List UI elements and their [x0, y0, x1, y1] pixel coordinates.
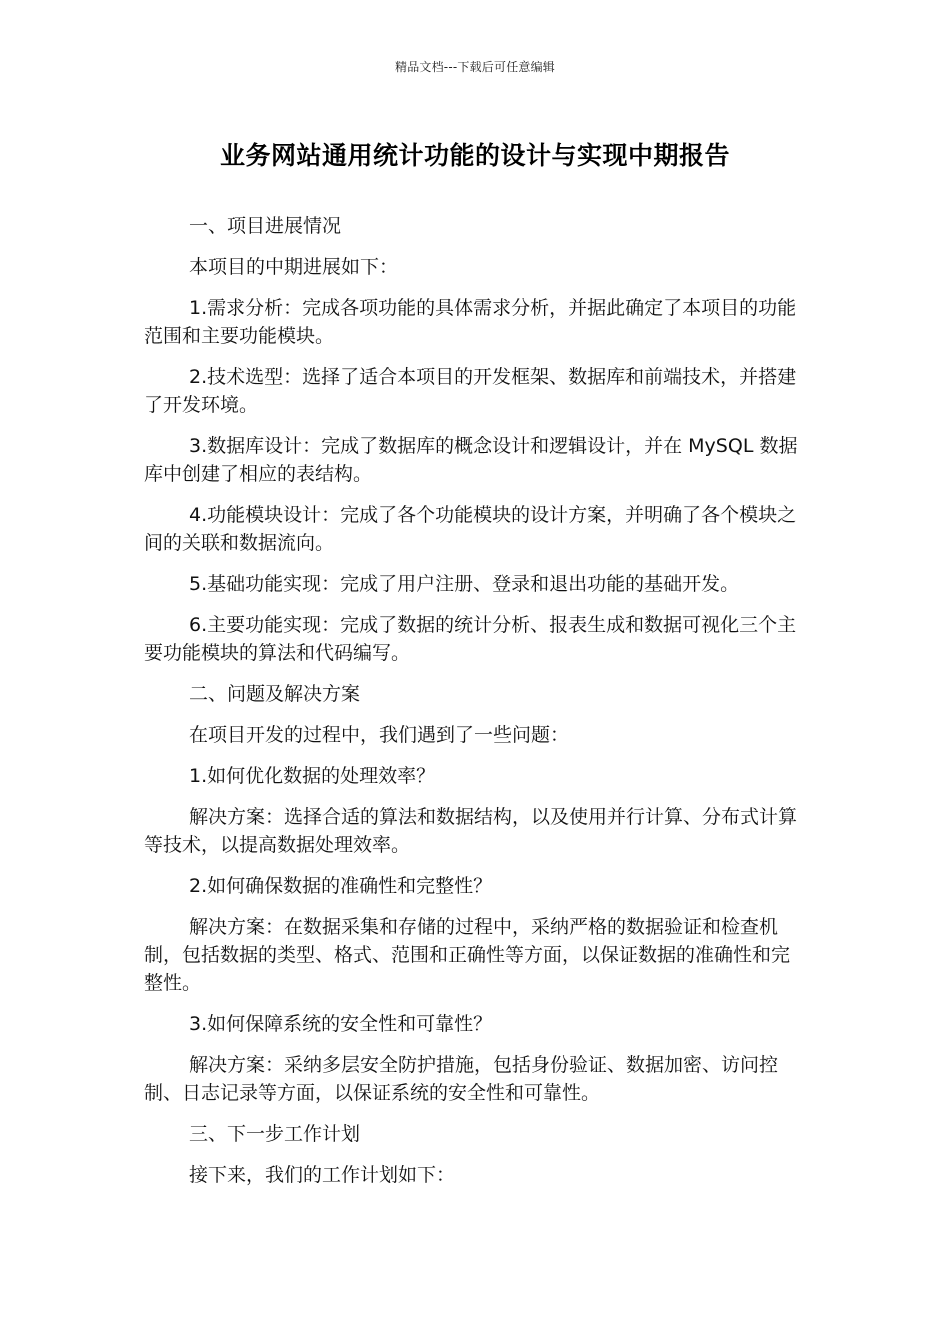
document-body	[144, 212, 808, 1202]
list-item-module-design: 4.功能模块设计：完成了各个功能模块的设计方案，并明确了各个模块之间的关联和数据流向。	[144, 504, 797, 554]
paragraph-next-steps-intro: 接下来，我们的工作计划如下：	[189, 1164, 456, 1186]
paragraph-progress-intro: 本项目的中期进展如下：	[189, 256, 399, 278]
solution-efficiency: 解决方案：选择合适的算法和数据结构，以及使用并行计算、分布式计算等技术，以提高数据处理效率。	[144, 806, 798, 856]
solution-accuracy: 解决方案：在数据采集和存储的过程中，采纳严格的数据验证和检查机制，包括数据的类型、格式、范围和正确性等方面，以保证数据的准确性和完整性。	[144, 916, 791, 994]
section-heading-next-steps: 三、下一步工作计划	[189, 1123, 361, 1145]
problem-item-security: 3.如何保障系统的安全性和可靠性？	[189, 1013, 493, 1035]
solution-security: 解决方案：采纳多层安全防护措施，包括身份验证、数据加密、访问控制、日志记录等方面，以保证系统的安全性和可靠性。	[144, 1054, 779, 1104]
problem-item-efficiency: 1.如何优化数据的处理效率？	[189, 765, 436, 787]
list-item-database-design: 3.数据库设计：完成了数据库的概念设计和逻辑设计，并在 MySQL 数据库中创建了相应的表结构。	[144, 435, 798, 485]
list-item-tech-selection: 2.技术选型：选择了适合本项目的开发框架、数据库和前端技术，并搭建了开发环境。	[144, 366, 797, 416]
list-item-basic-functions: 5.基础功能实现：完成了用户注册、登录和退出功能的基础开发。	[189, 573, 740, 595]
document-title: 业务网站通用统计功能的设计与实现中期报告	[219, 141, 730, 170]
problem-item-accuracy: 2.如何确保数据的准确性和完整性？	[189, 875, 493, 897]
header-note: 精品文档---下载后可任意编辑	[395, 60, 555, 74]
paragraph-problems-intro: 在项目开发的过程中，我们遇到了一些问题：	[189, 724, 570, 746]
list-item-requirements: 1.需求分析：完成各项功能的具体需求分析，并据此确定了本项目的功能范围和主要功能模块。	[144, 297, 797, 347]
section-heading-problems: 二、问题及解决方案	[189, 683, 361, 705]
section-heading-progress: 一、项目进展情况	[189, 215, 342, 237]
list-item-main-functions: 6.主要功能实现：完成了数据的统计分析、报表生成和数据可视化三个主要功能模块的算法和代码编写。	[144, 614, 797, 664]
